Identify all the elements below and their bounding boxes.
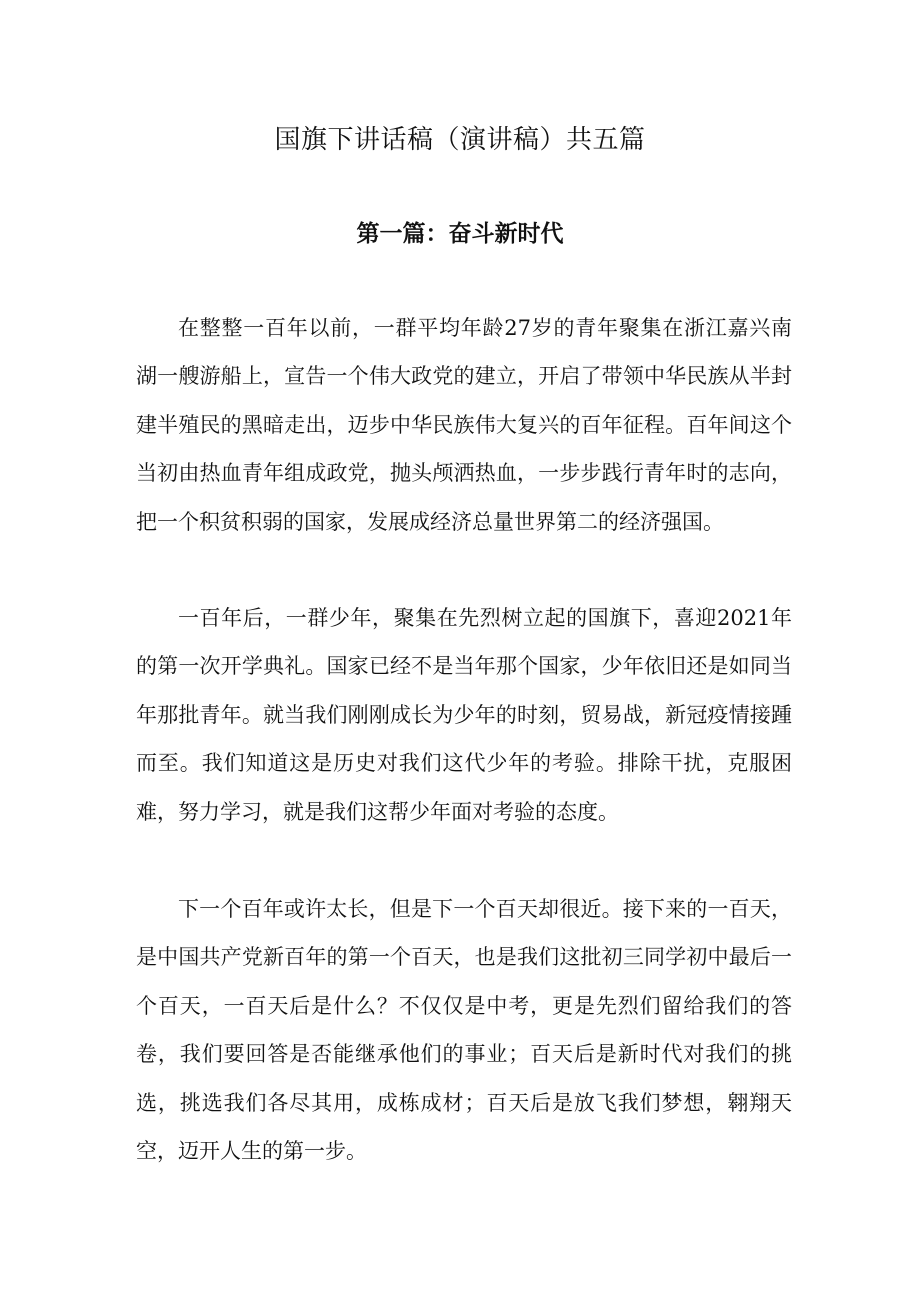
document-title: 国旗下讲话稿（演讲稿）共五篇 — [274, 125, 646, 155]
paragraph-1: 在整整一百年以前，一群平均年龄27岁的青年聚集在浙江嘉兴南湖一艘游船上，宣告一个伟大政党的建立，开启了带领中华民族从半封建半殖民的黑暗走出，迈步中华民族伟大复兴的百年征程。百年间这个当初由热血青年组成政党，抛头颅洒热血，一步步践行青年时的志向，把一个积贫积弱的国家，发展成经济总量世界第二的经济强国。 — [136, 316, 792, 534]
section-title: 第一篇：奋斗新时代 — [356, 221, 564, 247]
paragraph-3: 下一个百年或许太长，但是下一个百天却很近。接下来的一百天，是中国共产党新百年的第一个百天，也是我们这批初三同学初中最后一个百天，一百天后是什么？不仅仅是中考，更是先烈们留给我们的答卷，我们要回答是否能继承他们的事业；百天后是新时代对我们的挑选，挑选我们各尽其用，成栋成材；百天后是放飞我们梦想，翱翔天空，迈开人生的第一步。 — [136, 897, 792, 1164]
paragraph-2: 一百年后，一群少年，聚集在先烈树立起的国旗下，喜迎2021年的第一次开学典礼。国家已经不是当年那个国家，少年依旧还是如同当年那批青年。就当我们刚刚成长为少年的时刻，贸易战，新冠疫情接踵而至。我们知道这是历史对我们这代少年的考验。排除干扰，克服困难，努力学习，就是我们这帮少年面对考验的态度。 — [136, 606, 792, 824]
